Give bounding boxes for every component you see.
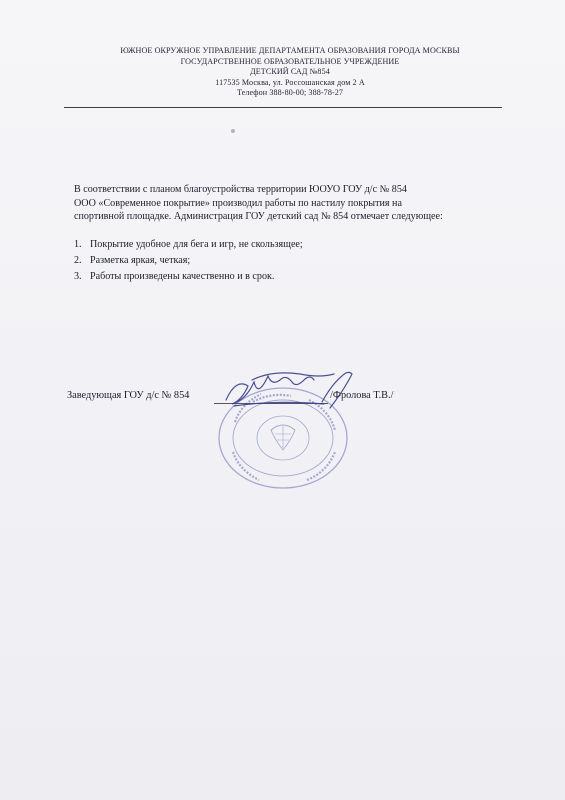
letterhead-line-5: Телефон 388-80-00; 388-78-27 [236,88,344,98]
list-item-number: 1. [74,239,82,250]
letterhead [70,46,510,99]
list-item-text: Работы произведены качественно и в срок. [90,271,275,282]
list-item [74,269,474,285]
letterhead-line-2: ГОСУДАРСТВЕННОЕ ОБРАЗОВАТЕЛЬНОЕ УЧРЕЖДЕНИЕ [180,56,400,66]
handwritten-signature [222,366,362,416]
letterhead-line-3: ДЕТСКИЙ САД №854 [250,67,330,77]
list-item-number: 3. [74,271,82,282]
list-item [74,237,474,253]
list-item-text: Покрытие удобное для бега и игр, не скользящее; [90,239,303,250]
letterhead-line-1: ЮЖНОЕ ОКРУЖНОЕ УПРАВЛЕНИЕ ДЕПАРТАМЕНТА ОБРАЗОВАНИЯ ГОРОДА МОСКВЫ [120,46,460,55]
letterhead-divider [64,107,502,108]
body-line-3: спортивной площадке. Администрация ГОУ детский сад № 854 отмечает следующее: [74,211,443,223]
signatory-name: /Фролова Т.В./ [330,390,394,401]
list-item-number: 2. [74,255,82,266]
list-item-text: Разметка яркая, четкая; [90,255,191,266]
scan-speck [231,129,235,133]
body-line-1: В соответствии с планом благоустройства территории ЮОУО ГОУ д/с № 854 [74,184,407,195]
findings-list [74,237,474,285]
signatory-title: Заведующая ГОУ д/с № 854 [67,390,190,401]
letterhead-line-4: 117535 Москва, ул. Россошанская дом 2 А [215,77,365,87]
body-line-2: ООО «Современное покрытие» производил работы по настилу покрытия на [74,197,402,209]
list-item [74,253,474,269]
body-paragraph [74,183,514,224]
